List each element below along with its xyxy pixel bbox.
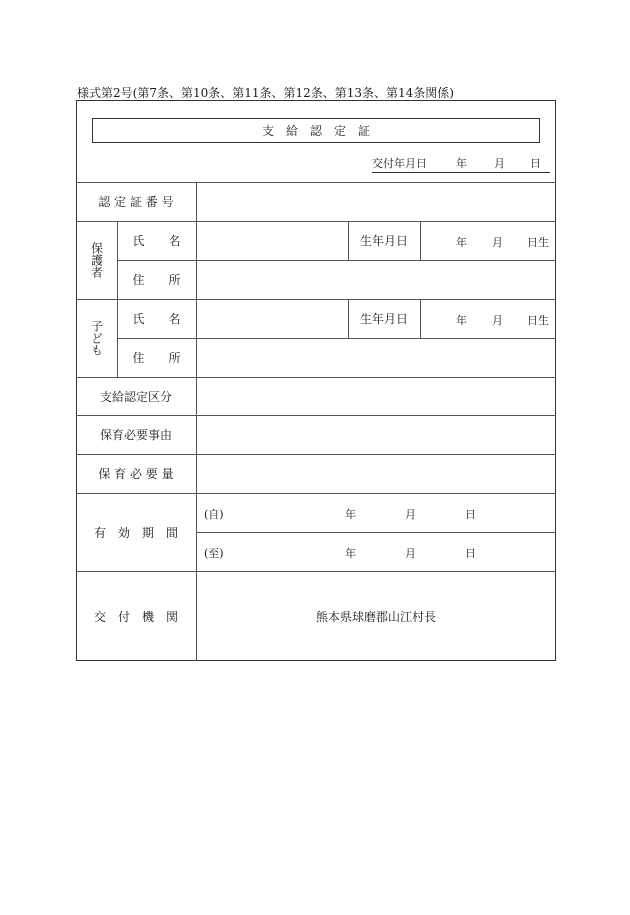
guardian-name-field[interactable] (197, 222, 347, 259)
child-group-text: 子ども (89, 320, 104, 356)
validity-from-year: 年 (345, 508, 356, 521)
guardian-dob-month: 月 (492, 236, 503, 249)
care-reason-field[interactable] (197, 416, 555, 453)
guardian-name-label: 氏 名 (132, 234, 181, 248)
care-amount-label: 保 育 必 要 量 (98, 467, 174, 481)
validity-to-field[interactable] (197, 533, 555, 570)
validity-from-field[interactable] (197, 494, 555, 531)
validity-to-month: 月 (405, 547, 416, 560)
validity-from-day: 日 (465, 508, 476, 521)
issue-date-year: 年 (456, 157, 467, 170)
guardian-dob-day: 日生 (527, 236, 549, 249)
validity-from-prefix: (自) (204, 508, 224, 521)
child-dob-month: 月 (492, 314, 503, 327)
child-name-label: 氏 名 (132, 312, 181, 326)
validity-from-month: 月 (405, 508, 416, 521)
care-reason-label: 保育必要事由 (99, 428, 172, 442)
validity-to-day: 日 (465, 547, 476, 560)
guardian-address-label: 住 所 (132, 273, 181, 287)
child-dob-day: 日生 (527, 314, 549, 327)
child-dob-year: 年 (456, 314, 467, 327)
category-label: 支給認定区分 (99, 389, 172, 404)
validity-to-year: 年 (345, 547, 356, 560)
child-dob-field[interactable] (421, 300, 555, 337)
issue-date-line (372, 157, 550, 173)
issuer-value: 熊本県球磨郡山江村長 (315, 609, 436, 624)
child-dob-label: 生年月日 (359, 312, 408, 326)
cert-number-label: 認 定 証 番 号 (98, 195, 174, 209)
child-name-field[interactable] (197, 300, 347, 337)
form-header: 様式第2号(第7条、第10条、第11条、第12条、第13条、第14条関係) (77, 86, 454, 100)
certificate-title: 支 給 認 定 証 (92, 118, 540, 143)
validity-to-prefix: (至) (204, 547, 224, 560)
issue-date-label: 交付年月日 (372, 157, 427, 170)
guardian-group-label (76, 221, 117, 299)
category-field[interactable] (197, 378, 555, 414)
care-amount-field[interactable] (197, 455, 555, 492)
guardian-group-text: 保護者 (89, 242, 104, 278)
child-address-field[interactable] (197, 339, 555, 376)
child-address-label: 住 所 (132, 351, 181, 365)
issue-date-month: 月 (494, 157, 505, 170)
child-group-label (76, 299, 117, 377)
guardian-dob-label: 生年月日 (359, 234, 408, 248)
cert-number-field[interactable] (197, 183, 555, 220)
issue-date-day: 日 (530, 157, 541, 170)
guardian-dob-field[interactable] (421, 222, 555, 259)
guardian-dob-year: 年 (456, 236, 467, 249)
validity-label: 有 効 期 間 (93, 525, 178, 540)
issuer-label: 交 付 機 関 (93, 609, 178, 624)
guardian-address-field[interactable] (197, 261, 555, 298)
